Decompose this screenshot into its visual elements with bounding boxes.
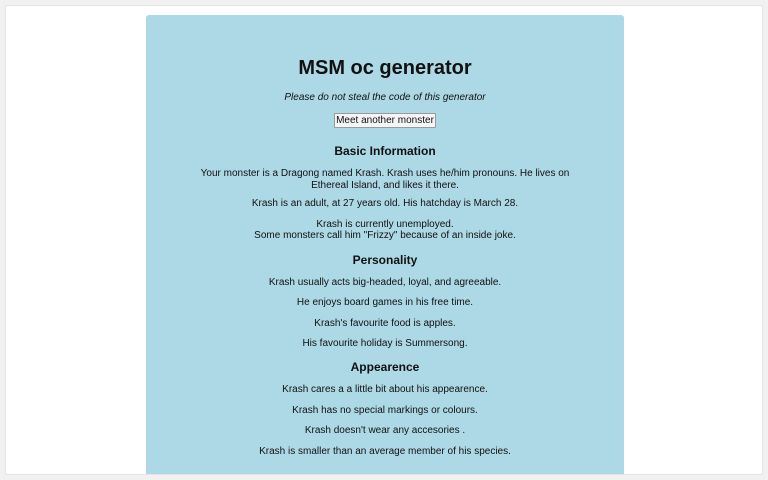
personality-line-hobby: He enjoys board games in his free time. (296, 297, 474, 308)
generator-panel (146, 15, 624, 475)
section-heading-basic-information: Basic Information (334, 144, 436, 158)
basic-info-line-nickname: Some monsters call him "Frizzy" because of an inside joke. (254, 230, 516, 241)
appearance-line-size: Krash is smaller than an average member of his species. (259, 446, 511, 457)
basic-info-line-age: Krash is an adult, at 27 years old. His hatchday is March 28. (251, 198, 519, 209)
appearance-line-accessories: Krash doesn't wear any accesories . (304, 425, 466, 436)
appearance-line-markings: Krash has no special markings or colours. (292, 405, 478, 416)
subtitle: Please do not steal the code of this generator (284, 92, 486, 103)
basic-info-line-species: Your monster is a Dragong named Krash. Krash uses he/him pronouns. He lives on Ethereal Island, and likes it there. (200, 168, 570, 191)
personality-line-food: Krash's favourite food is apples. (314, 318, 456, 329)
basic-info-line-job: Krash is currently unemployed. (316, 219, 454, 230)
personality-line-traits: Krash usually acts big-headed, loyal, and agreeable. (268, 277, 502, 288)
section-heading-appearance: Appearence (350, 360, 420, 374)
browser-viewport (5, 5, 763, 475)
page-title: MSM oc generator (298, 57, 472, 79)
personality-line-holiday: His favourite holiday is Summersong. (302, 338, 468, 349)
meet-another-monster-button[interactable]: Meet another monster (334, 113, 436, 128)
section-heading-personality: Personality (352, 253, 418, 267)
appearance-line-care: Krash cares a a little bit about his appearence. (282, 384, 488, 395)
